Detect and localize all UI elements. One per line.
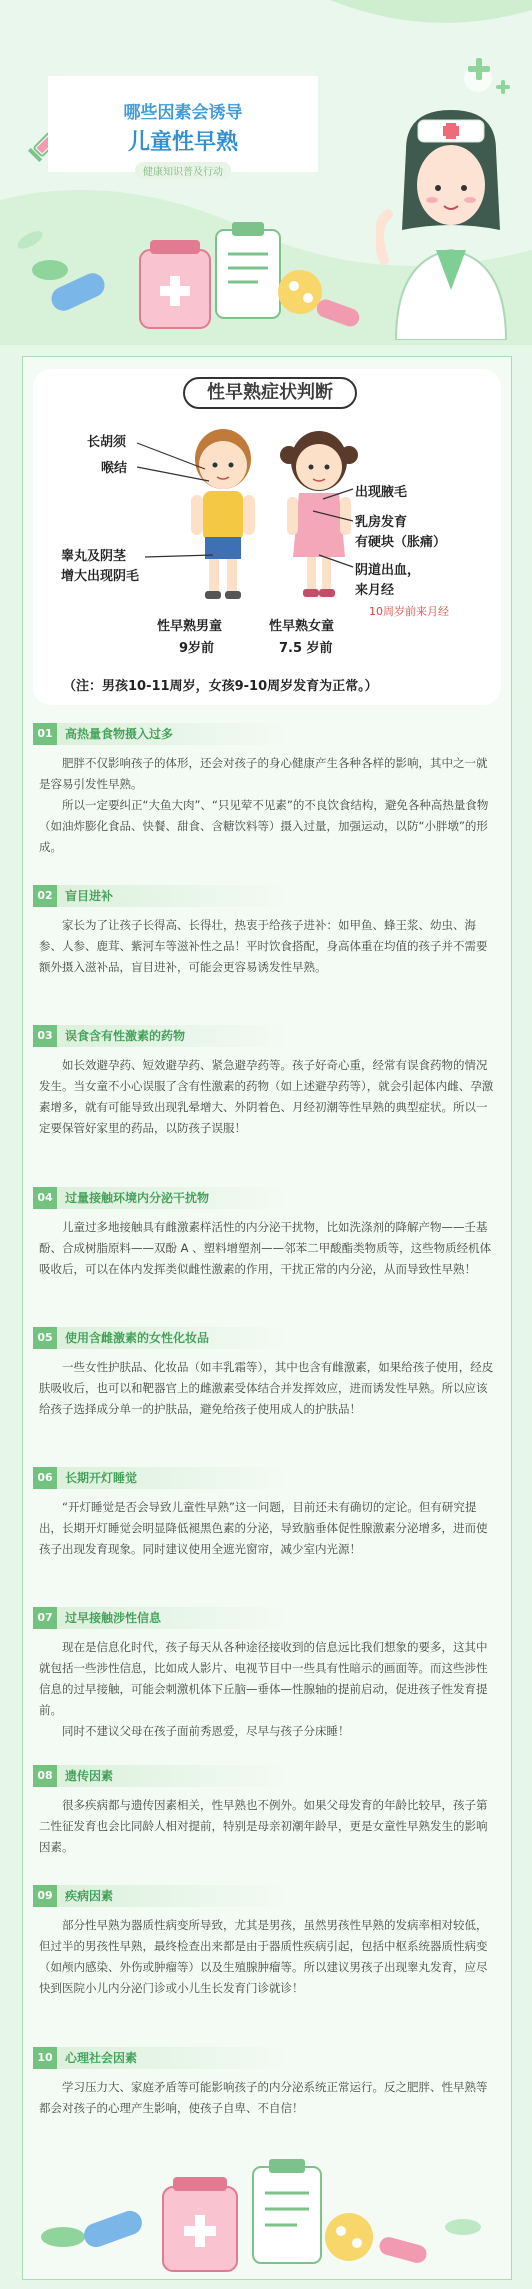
- section-title: 疾病因素: [65, 1889, 114, 1903]
- section-paragraph: 所以一定要纠正“大鱼大肉”、“只见荤不见素”的不良饮食结构，避免各种高热量食物（如油炸膨化食品、快餐、甜食、含糖饮料等）摄入过量，加强运动，以防“小胖墩”的形成。: [39, 798, 489, 854]
- doctor-illustration: [376, 110, 526, 340]
- section-number: 05: [33, 1327, 57, 1349]
- section-number: 04: [33, 1187, 57, 1209]
- section-header: [33, 2047, 293, 2069]
- section-body: [39, 1055, 495, 1139]
- section-number: 07: [33, 1607, 57, 1629]
- symptom-footnote: （注：男孩10-11周岁，女孩9-10周岁发育为正常。）: [63, 679, 378, 694]
- section-body: [39, 915, 495, 978]
- symptom-card: [33, 369, 501, 705]
- girl-period-note: 10周岁前来月经: [369, 605, 449, 618]
- section-header: [33, 1467, 293, 1489]
- section-title: 高热量食物摄入过多: [65, 727, 174, 741]
- section-paragraph: “开灯睡觉是否会导致儿童性早熟”这一问题，目前还未有确切的定论。但有研究提出，长期开灯睡觉会明显降低褪黑色素的分泌，导致脑垂体促性腺激素分泌增多，进而使孩子出现发育现象。同时建议使用全遮光窗帘，减少室内光源！: [39, 1500, 488, 1556]
- plus-icon: [496, 80, 510, 94]
- section-header: [33, 1327, 293, 1349]
- medicine-illustration: [10, 210, 370, 340]
- symptom-card-title: 性早熟症状判断: [183, 377, 357, 409]
- girl-caption: 性早熟女童: [269, 619, 335, 634]
- section-title: 使用含雌激素的女性化妆品: [65, 1331, 210, 1345]
- section-title: 过量接触环境内分泌干扰物: [65, 1191, 210, 1205]
- section-paragraph: 现在是信息化时代，孩子每天从各种途径接收到的信息远比我们想象的要多，这其中就包括一些涉性信息，比如成人影片、电视节目中一些具有性暗示的画面等。而这些涉性信息的过早接触，可能会刺激机体下丘脑—垂体—性腺轴的提前启动，促进孩子性发育提前。: [39, 1640, 488, 1717]
- section-header: [33, 1187, 293, 1209]
- section-paragraph: 儿童过多地接触具有雌激素样活性的内分泌干扰物，比如洗涤剂的降解产物——壬基酚、合成树脂原料——双酚 A 、塑料增塑剂——邻苯二甲酸酯类物质等，这些物质经机体吸收后，可以在体内发挥类似雌性激素的作用，干扰正常的内分泌，从而导致性早熟！: [39, 1220, 492, 1276]
- boy-label-adams-apple: 喉结: [101, 461, 128, 476]
- title-line-2: 儿童性早熟: [127, 130, 238, 155]
- boy-label-pubic-hair: 增大出现阴毛: [61, 569, 140, 584]
- section-header: [33, 1765, 293, 1787]
- section-title: 误食含有性激素的药物: [65, 1029, 186, 1043]
- boy-label-genitals: 睾丸及阴茎: [61, 549, 127, 564]
- title-line-1: 哪些因素会诱导: [123, 103, 243, 123]
- girl-label-breast: 乳房发育: [355, 515, 408, 530]
- section-header: [33, 1607, 293, 1629]
- section-number: 08: [33, 1765, 57, 1787]
- boy-caption: 性早熟男童: [157, 619, 223, 634]
- section-title: 遗传因素: [65, 1769, 114, 1783]
- title-card: [48, 76, 318, 178]
- section-title: 过早接触涉性信息: [65, 1611, 162, 1625]
- girl-label-period: 来月经: [355, 583, 395, 598]
- section-body: [39, 2077, 495, 2119]
- plus-icon: [468, 58, 490, 80]
- header-banner: [0, 0, 532, 345]
- section-paragraph: 肥胖不仅影响孩子的体形，还会对孩子的身心健康产生各种各样的影响，其中之一就是容易引发性早熟。: [39, 756, 488, 791]
- section-header: [33, 723, 293, 745]
- section-number: 01: [33, 723, 57, 745]
- section-body: [39, 1217, 495, 1280]
- subtitle-badge: 健康知识普及行动: [135, 162, 231, 179]
- girl-label-lump: 有硬块（胀痛）: [355, 535, 447, 550]
- section-paragraph: 一些女性护肤品、化妆品（如丰乳霜等），其中也含有雌激素，如果给孩子使用，经皮肤吸收后，也可以和靶器官上的雌激素受体结合并发挥效应，进而诱发性早熟。所以应该给孩子选择成分单一的护肤品，避免给孩子使用成人的护肤品！: [39, 1360, 494, 1416]
- section-body: [39, 1915, 495, 1999]
- section-paragraph: 如长效避孕药、短效避孕药、紧急避孕药等。孩子好奇心重，经常有误食药物的情况发生。当女童不小心误服了含有性激素的药物（如上述避孕药等），就会引起体内雌、孕激素增多，就有可能导致出现乳晕增大、外阴着色、月经初潮等性早熟的典型症状。所以一定要保管好家里的药品，以防孩子误服！: [39, 1058, 494, 1135]
- section-number: 10: [33, 2047, 57, 2069]
- section-body: [39, 753, 495, 858]
- section-number: 09: [33, 1885, 57, 1907]
- section-number: 06: [33, 1467, 57, 1489]
- section-title: 盲目进补: [65, 889, 114, 903]
- section-paragraph: 家长为了让孩子长得高、长得壮，热衷于给孩子进补：如甲鱼、蜂王浆、幼虫、海参、人参、鹿茸、紫河车等滋补性之品！平时饮食搭配，身高体重在均值的孩子并不需要额外摄入滋补品，盲目进补，可能会更容易诱发性早熟。: [39, 918, 488, 974]
- girl-caption-age: 7.5 岁前: [279, 641, 333, 656]
- bottom-medicine-illustration: [23, 2157, 511, 2277]
- girl-label-bleeding: 阴道出血，: [355, 563, 421, 578]
- section-title: 心理社会因素: [65, 2051, 138, 2065]
- section-body: [39, 1357, 495, 1420]
- section-header: [33, 1025, 293, 1047]
- section-paragraph: 同时不建议父母在孩子面前秀恩爱，尽早与孩子分床睡！: [62, 1724, 350, 1738]
- section-paragraph: 很多疾病都与遗传因素相关，性早熟也不例外。如果父母发育的年龄比较早，孩子第二性征发育也会比同龄人相对提前，特别是母亲初潮年龄早，更是女童性早熟发生的影响因素。: [39, 1798, 488, 1854]
- section-paragraph: 学习压力大、家庭矛盾等可能影响孩子的内分泌系统正常运行。反之肥胖、性早熟等都会对孩子的心理产生影响，使孩子自卑、不自信！: [39, 2080, 488, 2115]
- section-body: [39, 1637, 495, 1742]
- section-body: [39, 1497, 495, 1560]
- section-header: [33, 885, 293, 907]
- section-number: 03: [33, 1025, 57, 1047]
- section-paragraph: 部分性早熟为器质性病变所导致，尤其是男孩，虽然男孩性早熟的发病率相对较低，但过半的男孩性早熟，最终检查出来都是由于器质性疾病引起，包括中枢系统器质性病变（如颅内感染、外伤或肿瘤等）以及生殖腺肿瘤等。所以建议男孩子出现睾丸发育，应尽快到医院小儿内分泌门诊或小儿生长发育门诊就诊！: [39, 1918, 488, 1995]
- girl-label-armpit-hair: 出现腋毛: [355, 485, 408, 500]
- section-number: 02: [33, 885, 57, 907]
- content-panel: [22, 356, 512, 2280]
- boy-caption-age: 9岁前: [179, 641, 215, 656]
- boy-label-beard: 长胡须: [87, 435, 127, 450]
- section-title: 长期开灯睡觉: [65, 1471, 138, 1485]
- section-header: [33, 1885, 293, 1907]
- section-body: [39, 1795, 495, 1858]
